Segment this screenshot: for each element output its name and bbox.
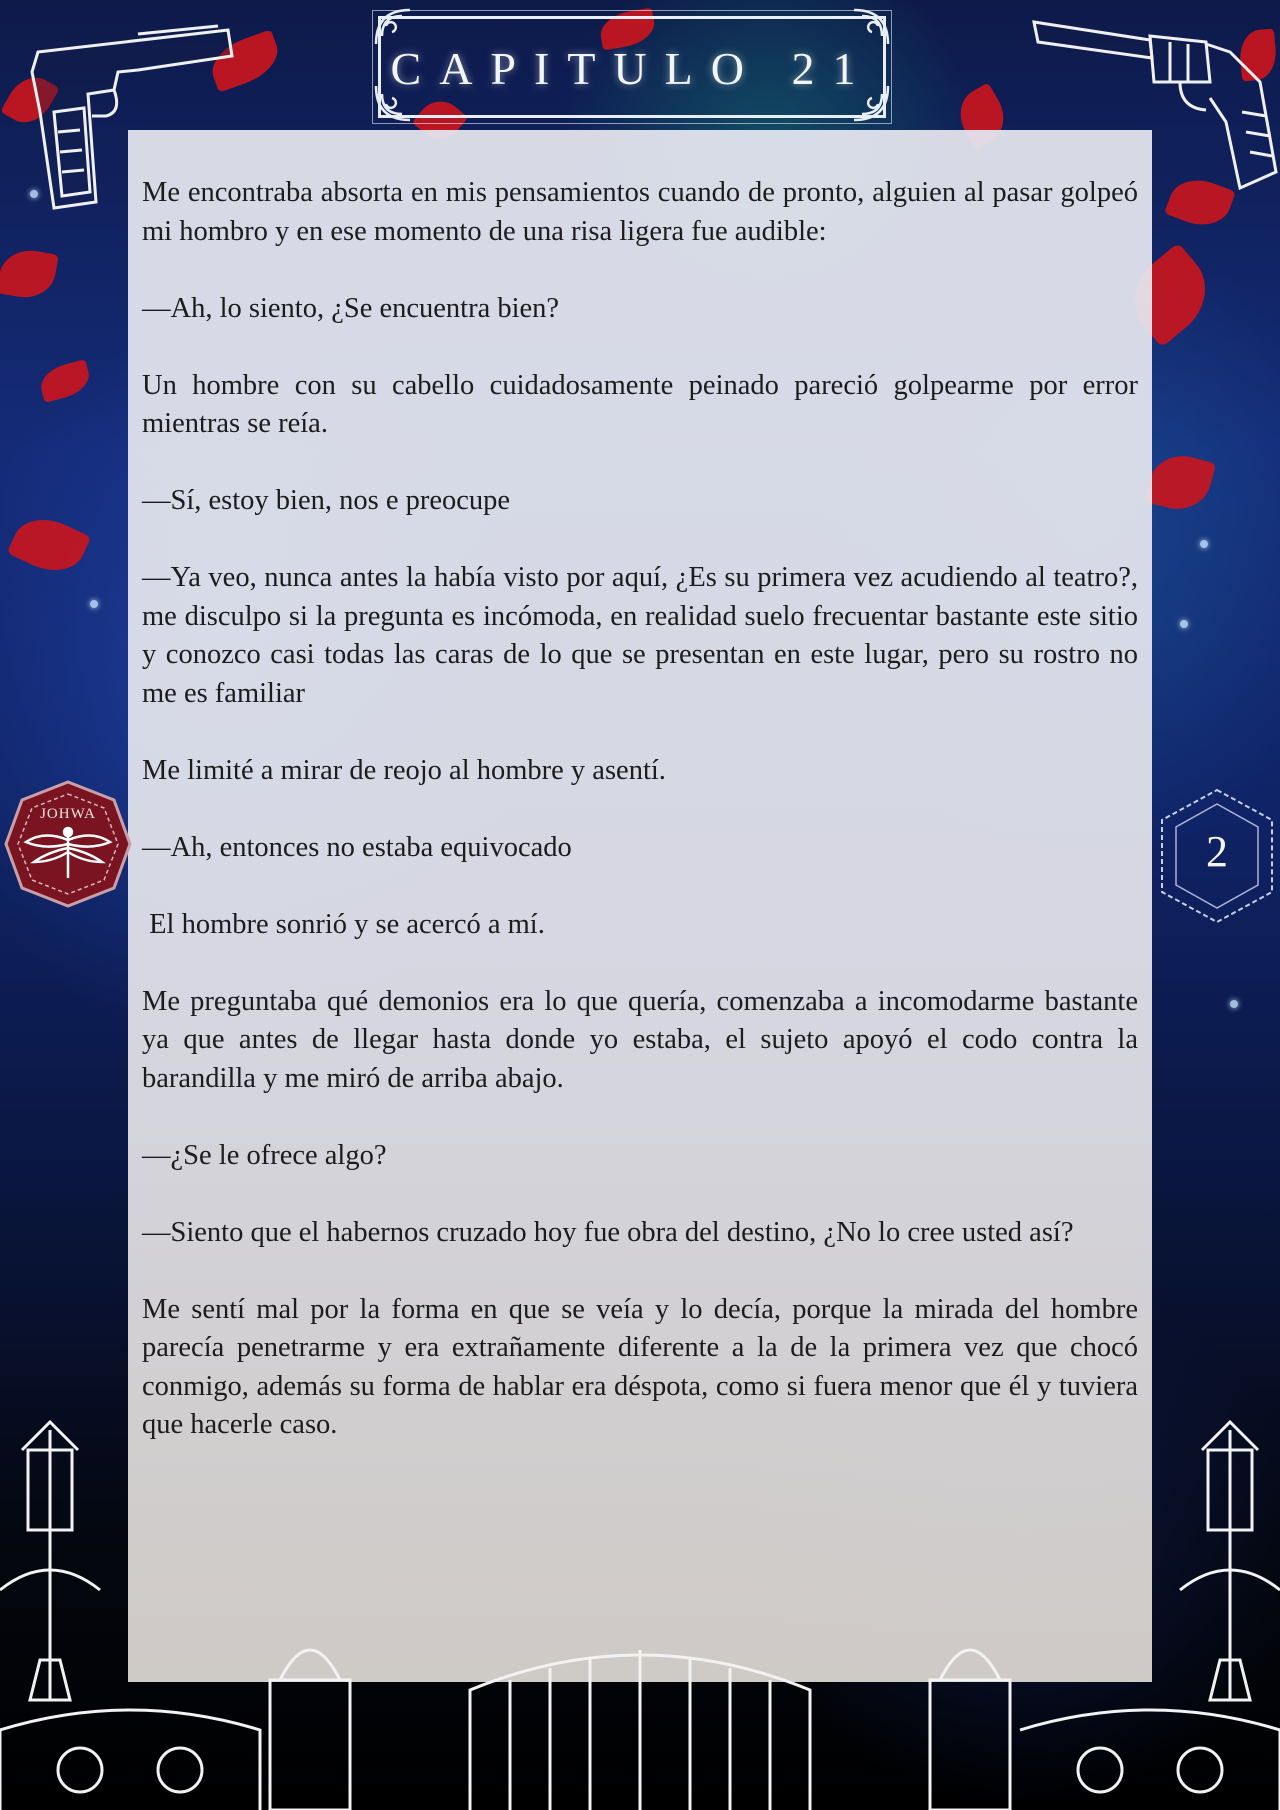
sparkle <box>1200 540 1208 548</box>
chapter-body <box>142 174 1138 1445</box>
iron-gate-icon <box>0 1400 1280 1810</box>
paragraph: Me sentí mal por la forma en que se veía y lo decía, porque la mirada del hombre parecía penetrarme y era extrañamente diferente a la de la primera vez que chocó conmigo, además su forma de hablar era déspota, como si fuera menor que él y tuviera que hacerle caso. <box>142 1293 1138 1440</box>
paragraph: —¿Se le ofrece algo? <box>142 1139 387 1171</box>
johwa-badge <box>4 780 132 908</box>
paragraph: El hombre sonrió y se acercó a mí. <box>142 908 545 940</box>
paragraph: —Siento que el habernos cruzado hoy fue obra del destino, ¿No lo cree usted así? <box>142 1216 1074 1248</box>
badge-label: JOHWA <box>40 806 96 822</box>
badge-emblem <box>4 780 132 908</box>
paragraph: Me limité a mirar de reojo al hombre y asentí. <box>142 754 666 786</box>
paragraph: —Sí, estoy bien, nos e preocupe <box>142 485 511 516</box>
rose-petal <box>1144 448 1216 517</box>
paragraph: —Ya veo, nunca antes la había visto por aquí, ¿Es su primera vez acudiendo al teatro?, me disculpo si la pregunta es incómoda, en realidad suelo frecuentar bastante este sitio y conozco casi todas las caras de lo que se presentan en este lugar, pero su rostro no me es familiar <box>142 562 1138 709</box>
lamp-post-icon <box>1180 1422 1280 1700</box>
rose-petal <box>0 246 59 303</box>
sparkle <box>1230 1000 1238 1008</box>
page-number-ornament <box>1154 786 1280 926</box>
chapter-title: CAPITULO 21 <box>390 43 874 94</box>
paragraph: Me encontraba absorta en mis pensamientos cuando de pronto, alguien al pasar golpeó mi hombro y en ese momento de una risa ligera fue audible: <box>142 177 1138 247</box>
lamp-post-icon <box>0 1422 100 1700</box>
paragraph: —Ah, lo siento, ¿Se encuentra bien? <box>142 292 560 324</box>
sparkle <box>90 600 98 608</box>
chapter-header <box>372 6 892 124</box>
sparkle <box>1180 620 1188 628</box>
page-number: 2 <box>1206 827 1228 876</box>
paragraph: —Ah, entonces no estaba equivocado <box>142 831 572 863</box>
rose-petal <box>7 508 92 583</box>
paragraph: Me preguntaba qué demonios era lo que quería, comenzaba a incomodarme bastante ya que antes de llegar hasta donde yo estaba, el sujeto apoyó el codo contra la barandilla y me miró de arriba abajo. <box>142 985 1138 1094</box>
paragraph: Un hombre con su cabello cuidadosamente peinado pareció golpearme por error mientras se reía. <box>142 369 1138 439</box>
rose-petal <box>37 359 94 403</box>
